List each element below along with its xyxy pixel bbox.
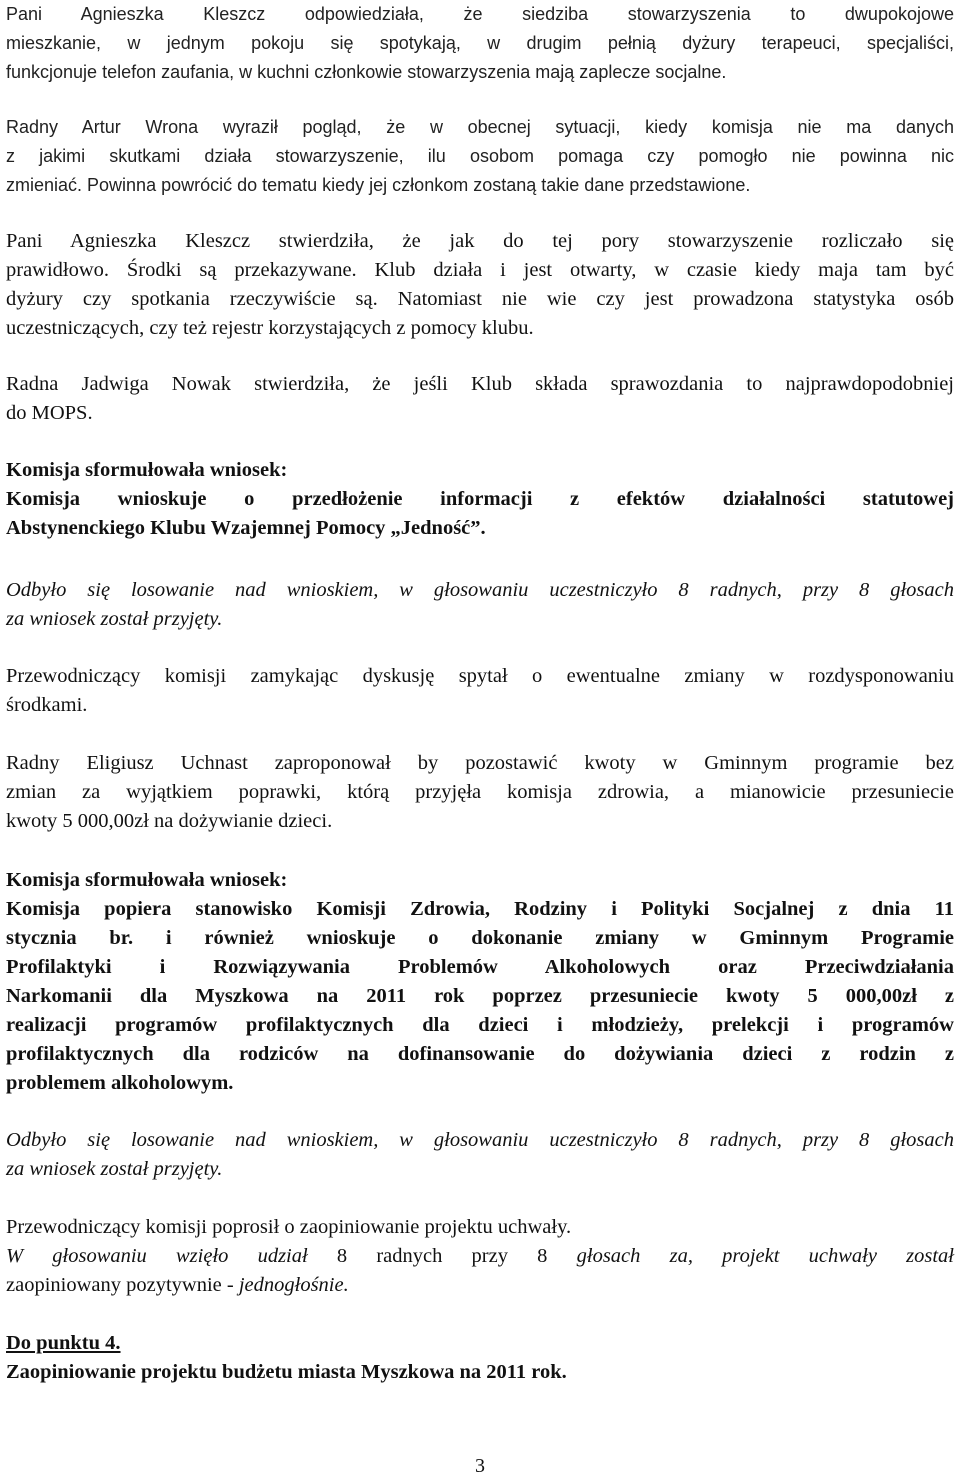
text-line: uczestniczących, czy też rejestr korzystających z pomocy klubu. xyxy=(6,317,534,339)
section-heading-punkt-4 xyxy=(6,1329,954,1387)
text-segment: głosach za, projekt uchwały został xyxy=(576,1245,954,1267)
text-line: Profilaktyki i Rozwiązywania Problemów Alkoholowych oraz Przeciwdziałania xyxy=(6,956,954,978)
text-line: zmieniać. Powinna powrócić do tematu kiedy jej członkom zostaną takie dane przedstawione. xyxy=(6,175,751,195)
text-line: środkami. xyxy=(6,694,88,716)
text-line: Pani Agnieszka Kleszcz odpowiedziała, że siedziba stowarzyszenia to dwupokojowe xyxy=(6,4,954,24)
text-line: Komisja popiera stanowisko Komisji Zdrowia, Rodziny i Polityki Socjalnej z dnia 11 xyxy=(6,898,954,920)
section-title: Zaopiniowanie projektu budżetu miasta Myszkowa na 2011 rok. xyxy=(6,1361,567,1383)
text-line: dyżury czy spotkania rzeczywiście są. Natomiast nie wie czy jest prowadzona statystyka osób xyxy=(6,288,954,310)
text-line: Radny Artur Wrona wyraził pogląd, że w obecnej sytuacji, kiedy komisja nie ma danych xyxy=(6,117,954,137)
text-line: realizacji programów profilaktycznych dla dzieci i młodzieży, prelekcji i programów xyxy=(6,1014,954,1036)
text-line: Radna Jadwiga Nowak stwierdziła, że jeśli Klub składa sprawozdania to najprawdopodobniej xyxy=(6,373,954,395)
text-line: Przewodniczący komisji zamykając dyskusję spytał o ewentualne zmiany w rozdysponowaniu xyxy=(6,665,954,687)
text-line: Odbyło się losowanie nad wnioskiem, w głosowaniu uczestniczyło 8 radnych, przy 8 głosach xyxy=(6,579,954,601)
paragraph-opiniowanie-uchwaly xyxy=(6,1213,954,1300)
paragraph-przewodniczacy-dyskusja xyxy=(6,662,954,720)
paragraph-wrona-poglad xyxy=(6,113,954,200)
text-line: problemem alkoholowym. xyxy=(6,1072,234,1094)
text-segment: 8 radnych przy 8 xyxy=(307,1245,577,1267)
text-line: do MOPS. xyxy=(6,402,93,424)
text-segment: jednogłośnie. xyxy=(238,1274,349,1296)
paragraph-uchnast-propozycja xyxy=(6,749,954,836)
text-segment: W głosowaniu wzięło udział xyxy=(6,1245,308,1267)
text-line xyxy=(6,1242,954,1271)
text-line: za wniosek został przyjęty. xyxy=(6,1158,223,1180)
text-line: profilaktycznych dla rodziców na dofinansowanie do dożywiania dzieci z rodzin z xyxy=(6,1043,954,1065)
paragraph-nowak-mops xyxy=(6,370,954,428)
text-line: Komisja sformułowała wniosek: xyxy=(6,869,288,891)
text-line: kwoty 5 000,00zł na dożywianie dzieci. xyxy=(6,810,333,832)
text-line: mieszkanie, w jednym pokoju się spotykają, w drugim pełnią dyżury terapeuci, specjaliści, xyxy=(6,33,954,53)
paragraph-kleszcz-siedziba xyxy=(6,0,954,87)
text-line: funkcjonuje telefon zaufania, w kuchni członkowie stowarzyszenia mają zaplecze socjalne. xyxy=(6,62,727,82)
paragraph-wniosek-jednosc xyxy=(6,456,954,543)
text-line: Abstynenckiego Klubu Wzajemnej Pomocy „Jedność”. xyxy=(6,517,486,539)
document-page xyxy=(6,0,954,1480)
text-line: z jakimi skutkami działa stowarzyszenie, ilu osobom pomaga czy pomogło nie powinna nic xyxy=(6,146,954,166)
text-line: stycznia br. i również wnioskuje o dokonanie zmiany w Gminnym Programie xyxy=(6,927,954,949)
text-line: Odbyło się losowanie nad wnioskiem, w głosowaniu uczestniczyło 8 radnych, przy 8 głosach xyxy=(6,1129,954,1151)
text-line: za wniosek został przyjęty. xyxy=(6,608,223,630)
text-line: Przewodniczący komisji poprosił o zaopiniowanie projektu uchwały. xyxy=(6,1216,572,1238)
text-line: Komisja wnioskuje o przedłożenie informacji z efektów działalności statutowej xyxy=(6,488,954,510)
paragraph-kleszcz-rozliczenia xyxy=(6,227,954,343)
page-number: 3 xyxy=(475,1455,485,1477)
text-line: Radny Eligiusz Uchnast zaproponował by pozostawić kwoty w Gminnym programie bez xyxy=(6,752,954,774)
text-line xyxy=(6,1271,954,1300)
text-line: prawidłowo. Środki są przekazywane. Klub działa i jest otwarty, w czasie kiedy maja tam być xyxy=(6,259,954,281)
text-line: zmian za wyjątkiem poprawki, którą przyjęła komisja zdrowia, a mianowicie przesuniecie xyxy=(6,781,954,803)
text-line: Komisja sformułowała wniosek: xyxy=(6,459,288,481)
text-segment: zaopiniowany pozytywnie - xyxy=(6,1274,239,1296)
section-number: Do punktu 4. xyxy=(6,1332,121,1354)
text-line: Pani Agnieszka Kleszcz stwierdziła, że jak do tej pory stowarzyszenie rozliczało się xyxy=(6,230,954,252)
paragraph-wniosek-program xyxy=(6,866,954,1098)
paragraph-glosowanie-1 xyxy=(6,576,954,634)
paragraph-glosowanie-2 xyxy=(6,1126,954,1184)
text-line: Narkomanii dla Myszkowa na 2011 rok poprzez przesuniecie kwoty 5 000,00zł z xyxy=(6,985,954,1007)
